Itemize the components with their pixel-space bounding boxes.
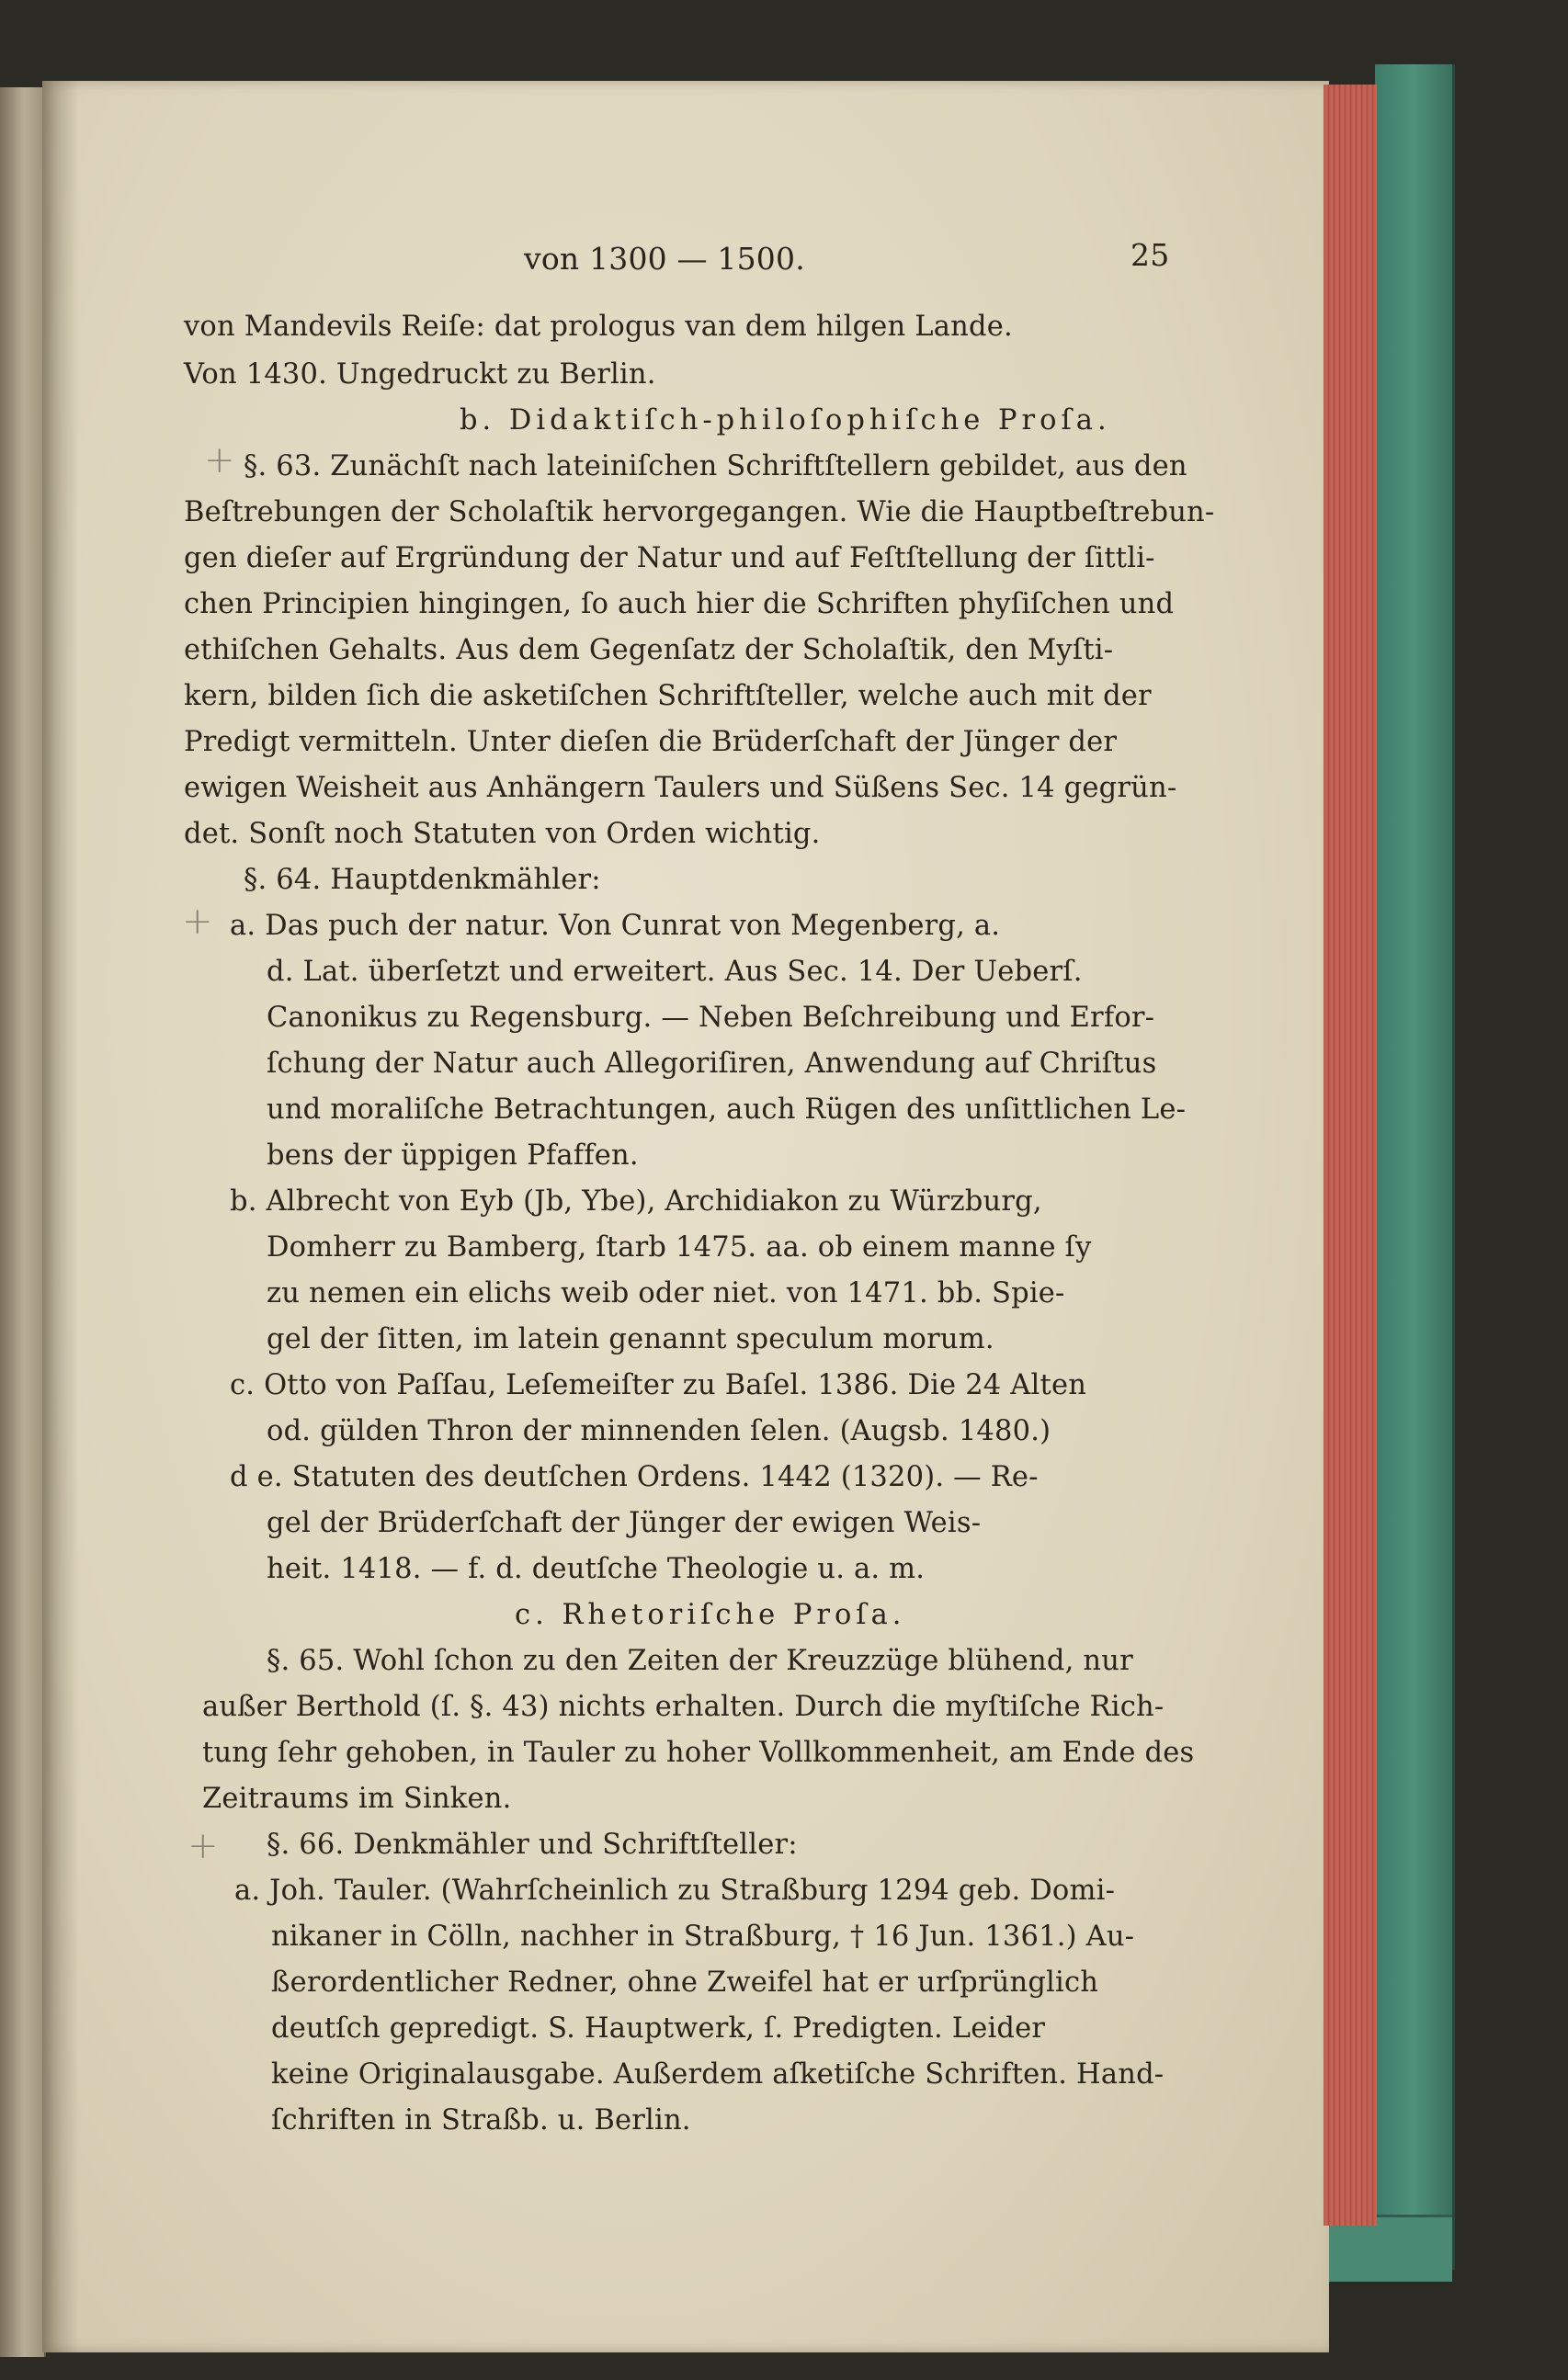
green-cover-edge (1375, 64, 1455, 2270)
text-line: Zeitraums im Sinken. (202, 1783, 512, 1815)
text-line: nikaner in Cölln, nachher in Straßburg, † 16 Jun. 1361.) Au- (271, 1921, 1135, 1953)
text-line: ethiſchen Gehalts. Aus dem Gegenſatz der Scholaſtik, den Myſti- (184, 634, 1114, 666)
text-line: tung ſehr gehoben, in Tauler zu hoher Vollkommenheit, am Ende des (202, 1737, 1195, 1769)
page-number: 25 (1131, 237, 1170, 273)
text-line: Beſtrebungen der Scholaſtik hervorgegangen. Wie die Hauptbeſtrebun- (184, 496, 1215, 528)
text-line: ſchriften in Straßb. u. Berlin. (271, 2104, 691, 2136)
text-line: gel der ſitten, im latein genannt speculum morum. (267, 1323, 994, 1355)
text-line: Von 1430. Ungedruckt zu Berlin. (184, 358, 656, 391)
text-line: ßerordentlicher Redner, ohne Zweifel hat er urſprünglich (271, 1966, 1099, 1999)
text-line: gen dieſer auf Ergründung der Natur und auf Feſtſtellung der ſittli- (184, 542, 1155, 574)
running-header: von 1300 — 1500. (524, 241, 805, 277)
text-line: §. 64. Hauptdenkmähler: (244, 864, 601, 896)
text-line: a. Joh. Tauler. (Wahrſcheinlich zu Straßburg 1294 geb. Domi- (234, 1875, 1116, 1907)
left-page-edge (0, 87, 46, 2357)
text-line: det. Sonſt noch Statuten von Orden wichtig. (184, 818, 821, 850)
page-gutter-shadow (42, 81, 79, 2352)
section-heading: b. Didaktiſch-philoſophiſche Proſa. (460, 404, 1111, 436)
text-line: d e. Statuten des deutſchen Ordens. 1442 (1320). — Re- (230, 1461, 1039, 1493)
text-line: d. Lat. überſetzt und erweitert. Aus Sec. 14. Der Ueberſ. (267, 956, 1083, 988)
text-line: heit. 1418. — f. d. deutſche Theologie u. a. m. (267, 1553, 926, 1585)
text-line: keine Originalausgabe. Außerdem aſketiſche Schriften. Hand- (271, 2058, 1165, 2091)
text-line: ewigen Weisheit aus Anhängern Taulers und Süßens Sec. 14 gegrün- (184, 772, 1177, 804)
text-line: kern, bilden ſich die asketiſchen Schriftſteller, welche auch mit der (184, 680, 1152, 712)
text-line: Canonikus zu Regensburg. — Neben Beſchreibung und Erfor- (267, 1002, 1155, 1034)
text-line: ſchung der Natur auch Allegoriſiren, Anwendung auf Chriſtus (267, 1048, 1157, 1080)
text-line: und moraliſche Betrachtungen, auch Rügen des unſittlichen Le- (267, 1094, 1187, 1126)
text-line: §. 65. Wohl ſchon zu den Zeiten der Kreuzzüge blühend, nur (267, 1645, 1133, 1677)
text-line: bens der üppigen Pfaffen. (267, 1139, 639, 1172)
text-line: deutſch gepredigt. S. Hauptwerk, ſ. Predigten. Leider (271, 2012, 1046, 2045)
text-line: c. Otto von Paſſau, Leſemeiſter zu Baſel. 1386. Die 24 Alten (230, 1369, 1087, 1401)
text-line: chen Principien hingingen, ſo auch hier die Schriften phyſiſchen und (184, 588, 1175, 620)
text-line: b. Albrecht von Eyb (Jb, Ybe), Archidiakon zu Würzburg, (230, 1185, 1042, 1218)
pencil-cross-mark: + (182, 901, 213, 943)
pencil-cross-mark: + (204, 439, 235, 482)
section-heading: c. Rhetoriſche Proſa. (515, 1599, 906, 1631)
text-line: zu nemen ein elichs weib oder niet. von 1471. bb. Spie- (267, 1277, 1065, 1309)
red-page-edges (1324, 85, 1377, 2226)
text-line: §. 66. Denkmähler und Schriftſteller: (267, 1829, 798, 1861)
text-line: od. gülden Thron der minnenden ſelen. (Augsb. 1480.) (267, 1415, 1051, 1447)
text-line: §. 63. Zunächſt nach lateiniſchen Schriftſtellern gebildet, aus den (244, 450, 1187, 482)
text-line: Predigt vermitteln. Unter dieſen die Brüderſchaft der Jünger der (184, 726, 1118, 758)
text-line: von Mandevils Reiſe: dat prologus van dem hilgen Lande. (184, 311, 1013, 343)
text-line: Domherr zu Bamberg, ſtarb 1475. aa. ob einem manne ſy (267, 1231, 1092, 1264)
text-line: außer Berthold (ſ. §. 43) nichts erhalten. Durch die myſtiſche Rich- (202, 1691, 1165, 1723)
text-line: gel der Brüderſchaft der Jünger der ewigen Weis- (267, 1507, 982, 1539)
text-line: a. Das puch der natur. Von Cunrat von Megenberg, a. (230, 910, 1001, 942)
pencil-cross-mark: + (187, 1825, 219, 1867)
